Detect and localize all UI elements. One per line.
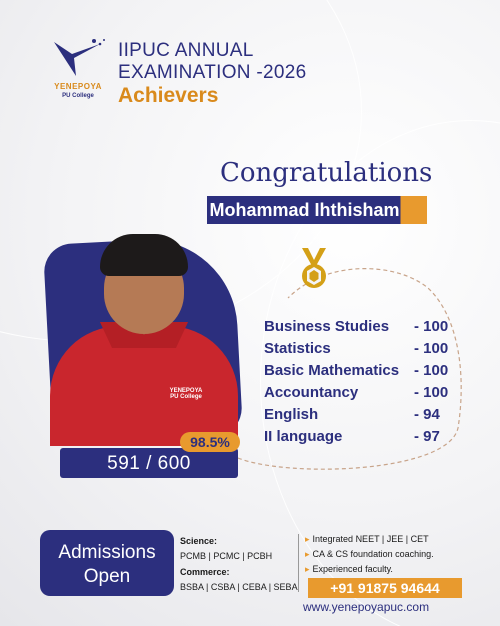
total-score-box [60,448,238,478]
header-title-line1: IIPUC ANNUAL [118,40,254,61]
logo-name: YENEPOYA [54,82,102,91]
subject-row [264,340,494,362]
medal-icon [296,246,332,292]
subject-row [264,318,494,340]
subject-mark: - 100 [414,318,449,335]
subject-row [264,384,494,406]
subject-mark: - 100 [414,362,449,379]
science-label: Science: [180,536,218,546]
subject-row [264,406,494,428]
subject-mark: - 100 [414,384,449,401]
feature-item: ▸ Integrated NEET | JEE | CET [305,534,429,545]
subject-name: Accountancy [264,384,359,401]
open-label: Open [83,566,131,587]
subject-name: English [264,406,319,423]
subject-mark: - 97 [414,428,440,445]
logo-subtitle: PU College [62,93,94,99]
subject-name: Statistics [264,340,331,357]
header-title-line2: EXAMINATION -2026 [118,62,307,83]
star-swoosh-icon [50,38,108,82]
subject-name: Business Studies [264,318,390,335]
student-photo [44,226,244,446]
phone-number[interactable]: +91 91875 94644 [308,578,462,598]
congratulations-heading: Congratulations [220,158,433,188]
feature-item: ▸ CA & CS foundation coaching. [305,549,434,560]
subject-mark: - 94 [414,406,440,423]
student-name: Mohammad Ihthisham [209,200,400,220]
college-logo [46,38,116,110]
subject-name: II language [264,428,343,445]
admissions-open-box [40,530,174,596]
commerce-label: Commerce: [180,567,230,577]
shirt-logo: YENEPOYA PU College [169,388,203,400]
commerce-courses: BSBA | CSBA | CEBA | SEBA [180,582,298,592]
science-courses: PCMB | PCMC | PCBH [180,551,273,561]
student-name-banner [207,196,427,224]
subject-marks-list [264,318,494,450]
admissions-label: Admissions [58,542,156,563]
website-link[interactable]: www.yenepoyapuc.com [303,600,430,614]
feature-item: ▸ Experienced faculty. [305,564,393,575]
subject-mark: - 100 [414,340,449,357]
subject-row [264,428,494,450]
percentage-badge: 98.5% [180,432,240,452]
divider [298,534,299,592]
header-title-achievers: Achievers [118,84,219,107]
subject-name: Basic Mathematics [264,362,400,379]
total-score: 591 / 600 [107,453,191,474]
subject-row [264,362,494,384]
